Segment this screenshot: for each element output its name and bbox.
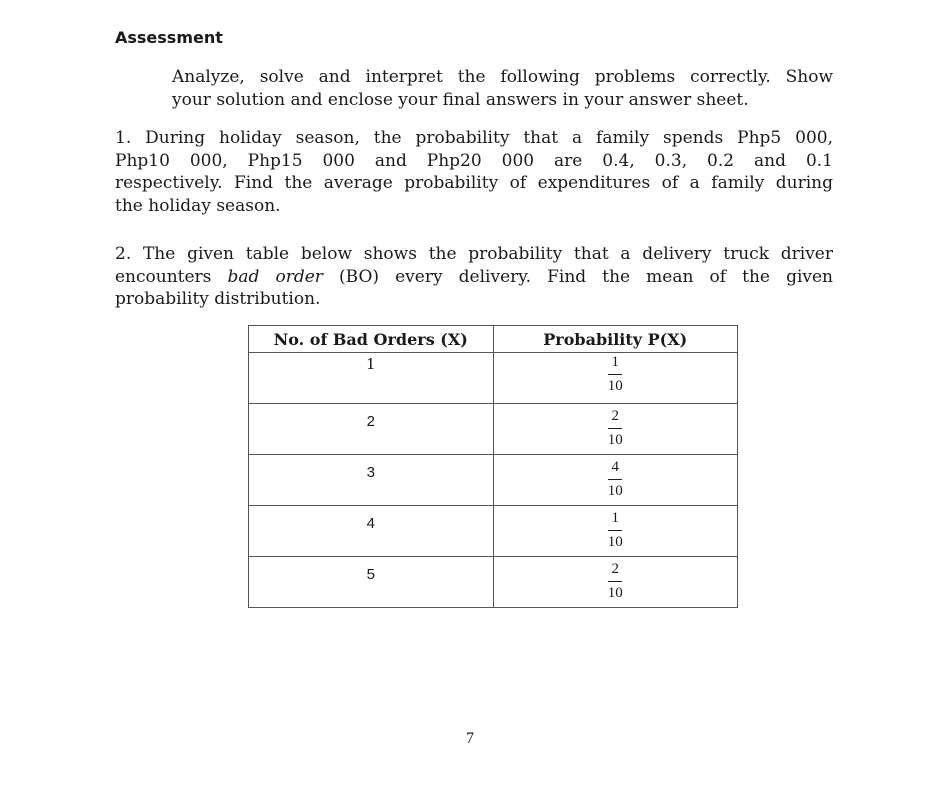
probability-fraction [608, 455, 623, 500]
question-2-line-2 [115, 266, 833, 289]
probability-fraction [608, 557, 623, 602]
q2-text-after-italic: (BO) every delivery. Find the mean of the given [322, 266, 833, 287]
fraction-numerator: 1 [611, 354, 619, 370]
x-value: 3 [366, 464, 375, 481]
x-value-cell [249, 455, 494, 506]
intro-paragraph [115, 66, 833, 111]
question-1-line-3: respectively. Find the average probability of expenditures of a family during [115, 173, 833, 193]
probability-fraction [608, 404, 623, 449]
fraction-denominator: 10 [607, 483, 623, 499]
page-number: 7 [466, 730, 474, 747]
table-header-row [249, 326, 738, 353]
probability-cell [493, 557, 738, 608]
fraction-numerator: 2 [611, 408, 619, 424]
fraction-numerator: 4 [611, 459, 619, 475]
probability-cell [493, 404, 738, 455]
x-value-cell [249, 506, 494, 557]
fraction-numerator: 1 [611, 510, 619, 526]
x-value-cell [249, 353, 494, 404]
fraction-bar [608, 428, 622, 429]
table-row [249, 353, 738, 404]
table-row [249, 557, 738, 608]
x-value: 1 [365, 355, 376, 373]
header-bad-orders: No. of Bad Orders (X) [249, 326, 494, 353]
probability-cell [493, 353, 738, 404]
probability-cell [493, 455, 738, 506]
question-2-line-3: probability distribution. [115, 289, 321, 309]
fraction-denominator: 10 [607, 378, 623, 394]
table-row [249, 404, 738, 455]
question-1-line-2: Php10 000, Php15 000 and Php20 000 are 0.4, 0.3, 0.2 and 0.1 [115, 150, 833, 171]
intro-line-1: Analyze, solve and interpret the following problems correctly. Show [172, 67, 833, 87]
x-value: 2 [366, 413, 375, 430]
probability-table [248, 325, 738, 608]
fraction-bar [608, 530, 622, 531]
question-1-line-1: 1. During holiday season, the probability that a family spends Php5 000, [115, 128, 833, 148]
x-value: 4 [366, 515, 375, 532]
header-probability: Probability P(X) [493, 326, 738, 353]
x-value-cell [249, 404, 494, 455]
fraction-bar [608, 581, 622, 582]
fraction-denominator: 10 [607, 585, 623, 601]
x-value: 5 [366, 566, 375, 583]
probability-cell [493, 506, 738, 557]
q2-text-before-italic: encounters [115, 266, 228, 287]
table-row [249, 506, 738, 557]
assessment-heading: Assessment [115, 28, 223, 47]
fraction-denominator: 10 [607, 534, 623, 550]
question-2-line-1: 2. The given table below shows the probability that a delivery truck driver [115, 244, 833, 264]
x-value-cell [249, 557, 494, 608]
intro-line-2: your solution and enclose your final answers in your answer sheet. [172, 89, 749, 110]
question-1-line-4: the holiday season. [115, 195, 281, 216]
question-1 [115, 127, 833, 217]
question-2 [115, 243, 833, 311]
fraction-bar [608, 479, 622, 480]
fraction-bar [608, 374, 622, 375]
fraction-numerator: 2 [611, 561, 619, 577]
probability-fraction [608, 506, 623, 551]
bad-order-term: bad order [227, 266, 323, 287]
probability-fraction [608, 353, 623, 395]
fraction-denominator: 10 [607, 432, 623, 448]
table-row [249, 455, 738, 506]
